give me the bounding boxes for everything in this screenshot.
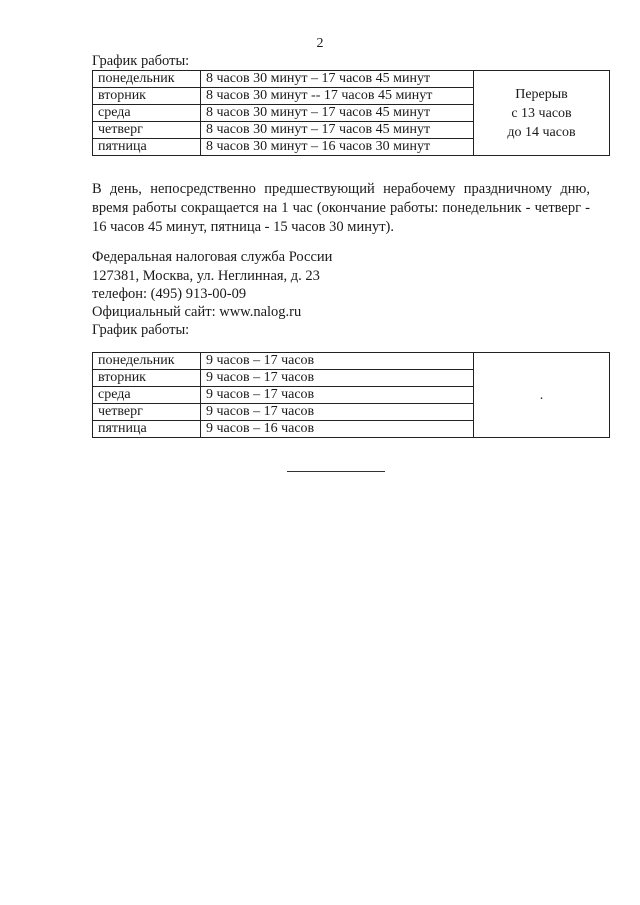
hours-cell: 8 часов 30 минут – 17 часов 45 минут [201,105,474,122]
day-cell: вторник [93,88,201,105]
hours-cell: 9 часов – 17 часов [201,353,474,370]
day-cell: пятница [93,421,201,438]
hours-cell: 8 часов 30 минут – 17 часов 45 минут [201,71,474,88]
schedule-table-1 [92,70,610,156]
separator-line [287,471,385,472]
website: Официальный сайт: www.nalog.ru [92,304,302,320]
break-note-cell [474,71,610,156]
day-cell: пятница [93,139,201,156]
schedule-table-2 [92,352,610,438]
table-row [93,353,610,370]
break-note-line: Перерыв [515,86,568,102]
hours-cell: 8 часов 30 минут – 17 часов 45 минут [201,122,474,139]
day-cell: четверг [93,404,201,421]
hours-cell: 9 часов – 16 часов [201,421,474,438]
break-note-line: с 13 часов [511,105,572,121]
org-name: Федеральная налоговая служба России [92,249,333,265]
day-cell: среда [93,105,201,122]
day-cell: понедельник [93,353,201,370]
day-cell: вторник [93,370,201,387]
hours-cell: 9 часов – 17 часов [201,370,474,387]
phone: телефон: (495) 913-00-09 [92,286,247,302]
table-row [93,71,610,88]
hours-cell: 9 часов – 17 часов [201,387,474,404]
schedule-heading-2: График работы: [92,322,190,338]
address: 127381, Москва, ул. Неглинная, д. 23 [92,268,320,284]
break-note-line: до 14 часов [507,124,576,140]
day-cell: среда [93,387,201,404]
day-cell: понедельник [93,71,201,88]
hours-cell: 8 часов 30 минут -- 17 часов 45 минут [201,88,474,105]
page-number: 2 [316,36,324,51]
reduced-hours-paragraph: В день, непосредственно предшествующий нерабочему праздничному дню, время работы сокращается на 1 час (окончание работы: понедельник - четверг - 16 часов 45 минут, пятница - 15 часов 30 минут). [92,181,590,235]
hours-cell: 9 часов – 17 часов [201,404,474,421]
hours-cell: 8 часов 30 минут – 16 часов 30 минут [201,139,474,156]
schedule-heading: График работы: [92,53,190,69]
note-cell: . [474,353,610,438]
day-cell: четверг [93,122,201,139]
